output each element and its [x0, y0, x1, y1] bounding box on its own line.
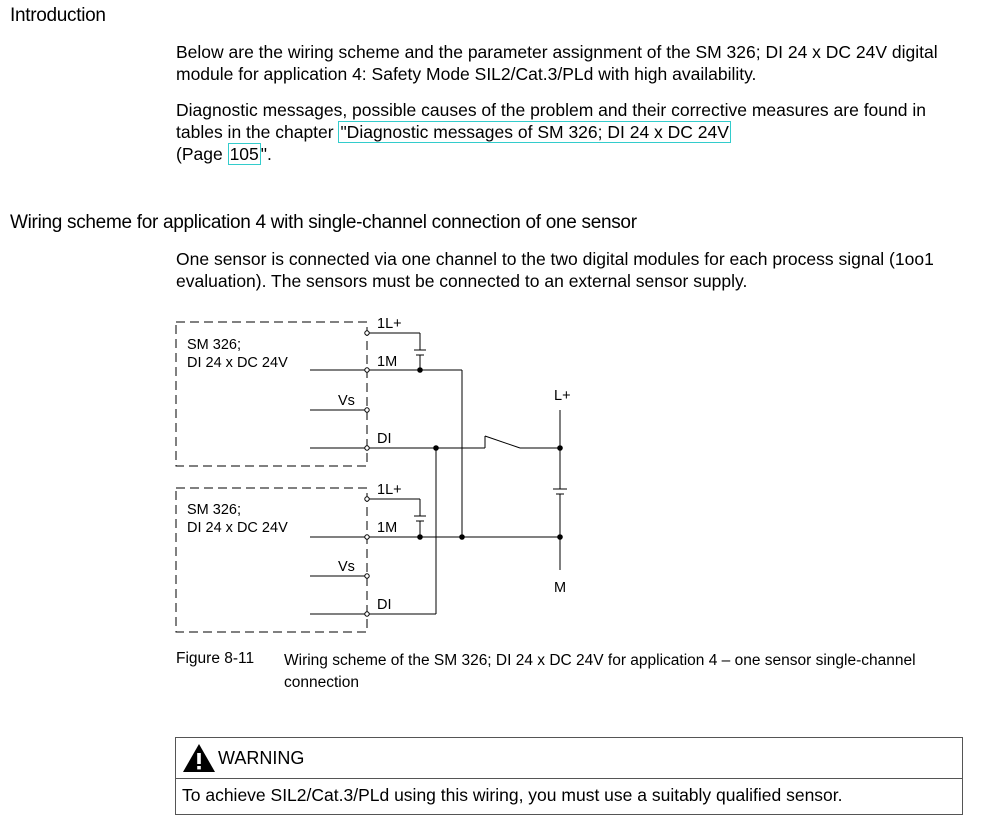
wiring-paragraph: One sensor is connected via one channel to the two digital modules for each process signal (1oo1 evaluation). The sensors must be connected to an external sensor supply.	[176, 249, 934, 291]
module-1-label-line1: SM 326;	[187, 337, 241, 353]
module-2-terminal-vs: Vs	[338, 559, 355, 575]
intro-paragraph: Below are the wiring scheme and the parameter assignment of the SM 326; DI 24 x DC 24V digital module for application 4: Safety Mode SIL2/Cat.3/PLd with high availability.	[176, 42, 938, 84]
module-1-label-line2: DI 24 x DC 24V	[187, 355, 288, 371]
warning-triangle-icon	[182, 743, 216, 773]
figure-number: Figure 8-11	[176, 650, 255, 667]
diagnostics-chapter-link[interactable]: "Diagnostic messages of SM 326; DI 24 x DC 24V	[340, 122, 729, 142]
section-heading-introduction: Introduction	[10, 5, 106, 26]
module-2-terminal-di: DI	[377, 597, 392, 613]
supply-minus-label: M	[554, 580, 567, 596]
warning-text: To achieve SIL2/Cat.3/PLd using this wiring, you must use a suitably qualified sensor.	[182, 785, 843, 805]
module-2-terminal-1lplus: 1L+	[377, 482, 402, 498]
module-1-terminal-vs: Vs	[338, 393, 355, 409]
warning-box	[175, 737, 963, 815]
figure-caption: Wiring scheme of the SM 326; DI 24 x DC 24V for application 4 – one sensor single-channel connection	[284, 652, 916, 691]
module-2-label-line1: SM 326;	[187, 502, 241, 518]
module-1-terminal-1lplus: 1L+	[377, 316, 402, 332]
page-number-link[interactable]: 105	[229, 144, 259, 164]
module-1-terminal-1m: 1M	[377, 354, 398, 370]
warning-title: WARNING	[218, 747, 305, 768]
section-heading-wiring: Wiring scheme for application 4 with single-channel connection of one sensor	[10, 212, 637, 233]
diagnostics-text-end: ".	[260, 144, 272, 164]
module-1-terminal-di: DI	[377, 431, 392, 447]
page-ref-prefix: (Page	[176, 144, 223, 164]
module-2-terminal-1m: 1M	[377, 520, 398, 536]
diagnostics-text: Diagnostic messages, possible causes of the problem and their corrective measures are found in tables in the chapter	[176, 100, 926, 142]
module-2-label-line2: DI 24 x DC 24V	[187, 520, 288, 536]
supply-plus-label: L+	[554, 388, 571, 404]
warning-header	[176, 738, 962, 779]
